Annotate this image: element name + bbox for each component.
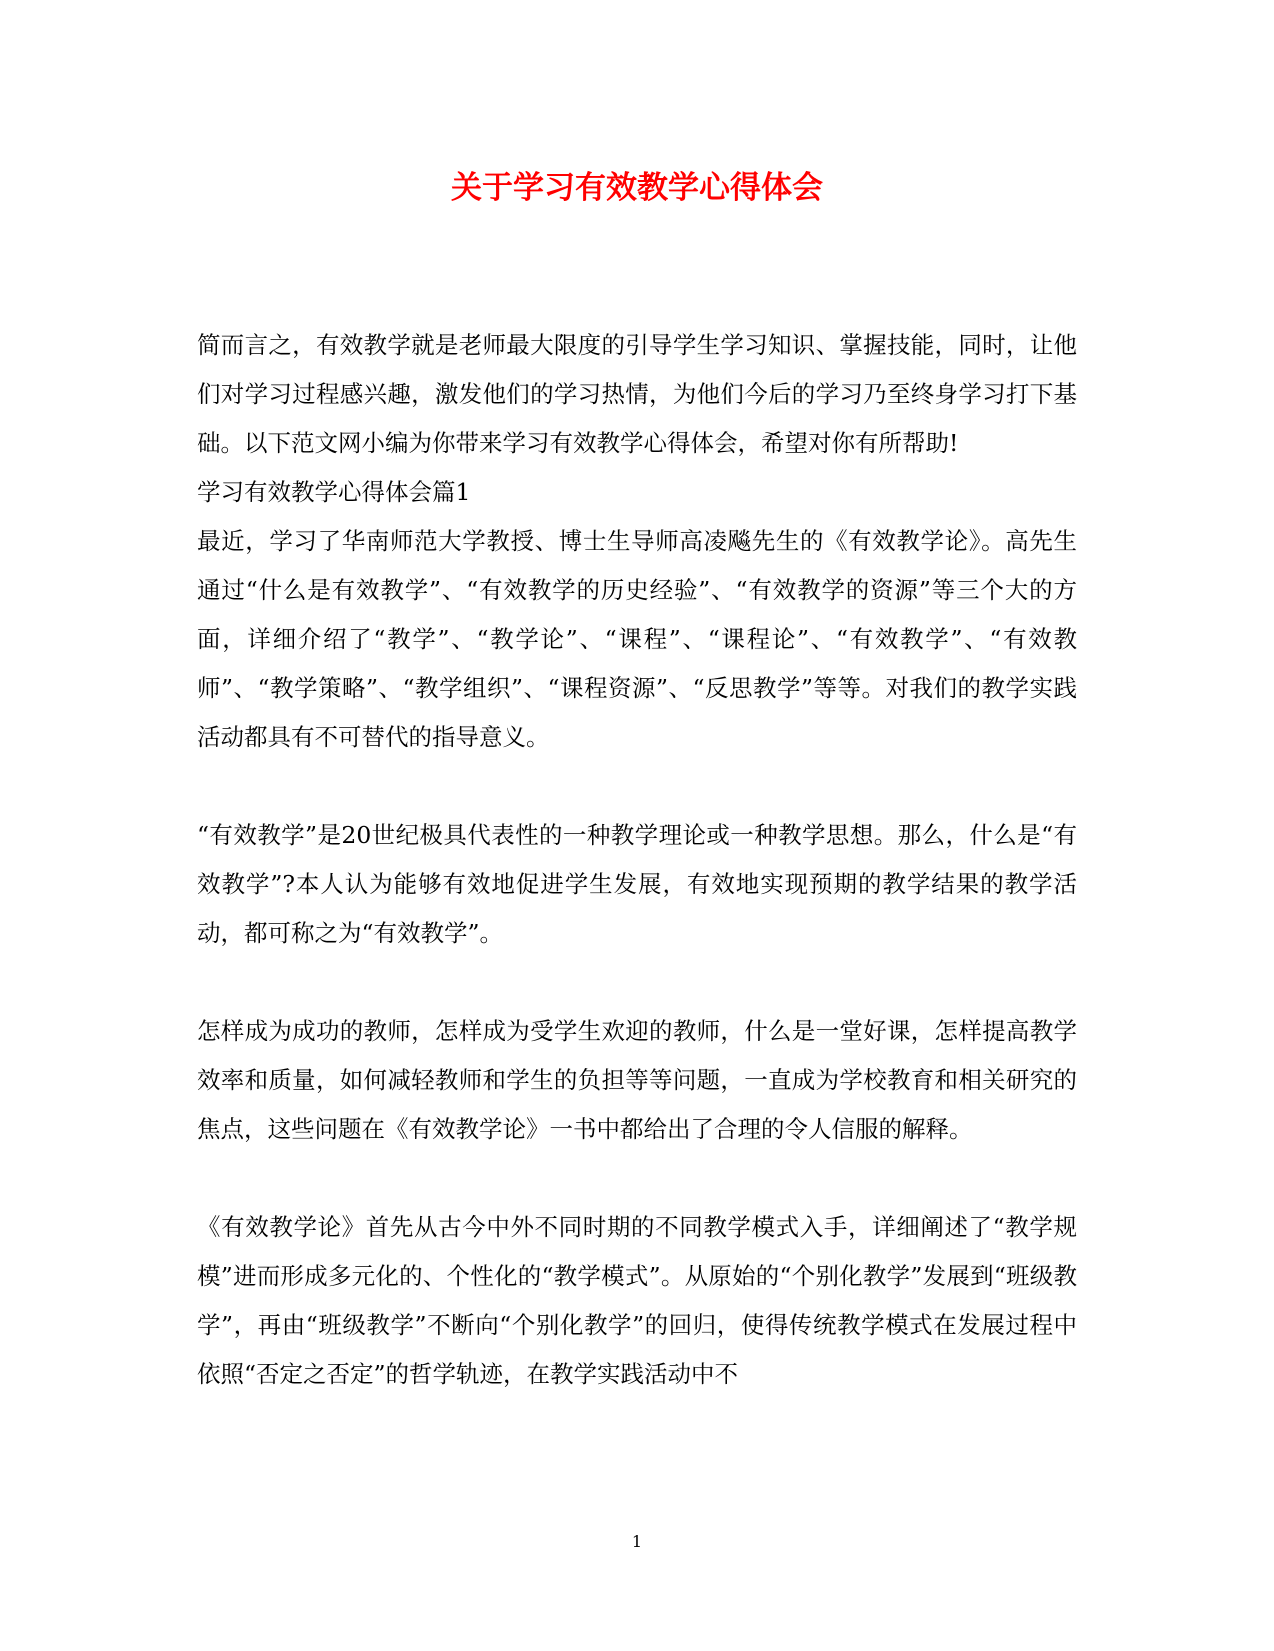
section-heading: 学习有效教学心得体会篇1 (197, 478, 471, 506)
body-paragraph: 怎样成为成功的教师，怎样成为受学生欢迎的教师，什么是一堂好课，怎样提高教学效率和质量，如何减轻教师和学生的负担等等问题，一直成为学校教育和相关研究的焦点，这些问题在《有效教学论》一书中都给出了合理的令人信服的解释。 (197, 1017, 1077, 1143)
body-paragraph: 《有效教学论》首先从古今中外不同时期的不同教学模式入手，详细阐述了“教学规模”进而形成多元化的、个性化的“教学模式”。从原始的“个别化教学”发展到“班级教学”，再由“班级教学”不断向“个别化教学”的回归，使得传统教学模式在发展过程中依照“否定之否定”的哲学轨迹，在教学实践活动中不 (197, 1213, 1077, 1388)
body-paragraph: “有效教学”是20世纪极具代表性的一种教学理论或一种教学思想。那么，什么是“有效教学”?本人认为能够有效地促进学生发展，有效地实现预期的教学结果的教学活动，都可称之为“有效教学”。 (197, 821, 1077, 947)
intro-paragraph: 简而言之，有效教学就是老师最大限度的引导学生学习知识、掌握技能，同时，让他们对学习过程感兴趣，激发他们的学习热情，为他们今后的学习乃至终身学习打下基础。以下范文网小编为你带来学习有效教学心得体会，希望对你有所帮助! (197, 331, 1077, 457)
document-title: 关于学习有效教学心得体会 (451, 170, 823, 206)
document-body (197, 321, 1077, 1399)
body-paragraph: 最近，学习了华南师范大学教授、博士生导师高凌飚先生的《有效教学论》。高先生通过“什么是有效教学”、“有效教学的历史经验”、“有效教学的资源”等三个大的方面，详细介绍了“教学”、“教学论”、“课程”、“课程论”、“有效教学”、“有效教师”、“教学策略”、“教学组织”、“课程资源”、“反思教学”等等。对我们的教学实践活动都具有不可替代的指导意义。 (197, 527, 1077, 751)
page-number: 1 (631, 1532, 643, 1551)
